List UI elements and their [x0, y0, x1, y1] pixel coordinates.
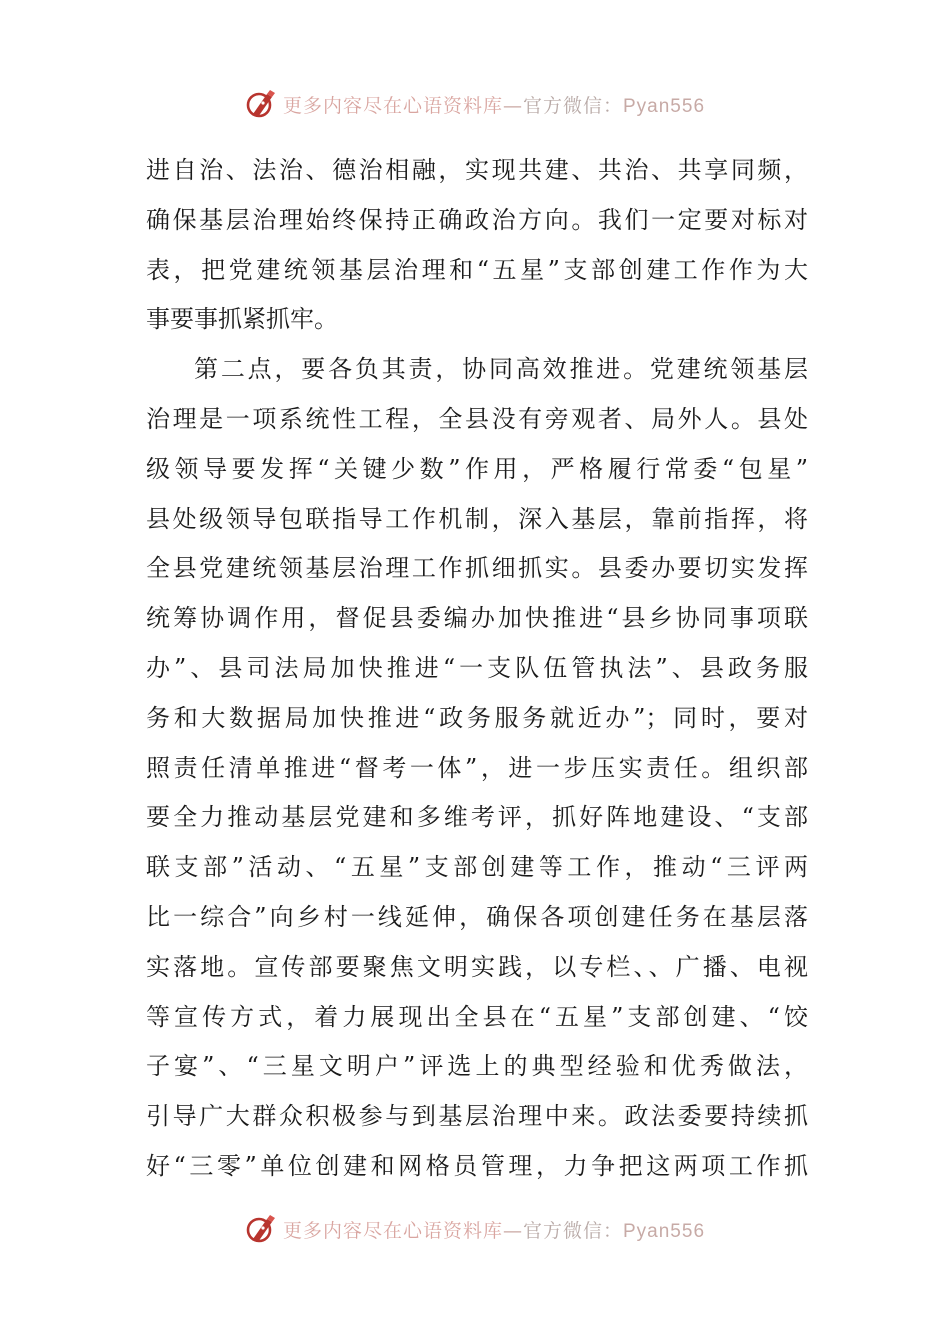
text-line: 要全力推动基层党建和多维考评，抓好阵地建设、“支部: [146, 803, 808, 832]
text-line: 级领导要发挥“关键少数”作用，严格履行常委“包星”: [146, 454, 808, 483]
text-line: 等宣传方式，着力展现出全县在“五星”支部创建、“饺: [146, 1002, 808, 1031]
header-watermark-banner: [0, 84, 950, 124]
text-line: 第二点，要各负其责，协同高效推进。党建统领基层: [194, 355, 808, 384]
document-body: [146, 146, 808, 1192]
text-line: 县处级领导包联指导工作机制，深入基层，靠前指挥，将: [146, 504, 808, 533]
footer-watermark-banner: [0, 1209, 950, 1249]
text-line: 进自治、法治、德治相融，实现共建、共治、共享同频，: [146, 156, 808, 184]
text-line: 事要事抓紧抓牢。: [146, 305, 338, 334]
banner-wechat-label: 官方微信：: [522, 94, 623, 117]
banner-dash: —: [502, 94, 523, 117]
pen-logo-icon: [245, 88, 277, 120]
text-line: 务和大数据局加快推进“政务服务就近办”；同时，要对: [146, 703, 808, 732]
text-line: 实落地。宣传部要聚焦文明实践，以专栏、、广播、电视: [146, 952, 808, 981]
text-line: 治理是一项系统性工程，全县没有旁观者、局外人。县处: [146, 404, 808, 433]
banner-wechat-id: Pyan556: [623, 95, 706, 117]
banner-library-text: 更多内容尽在心语资料库: [282, 1219, 503, 1242]
text-line: 联支部”活动、“五星”支部创建等工作，推动“三评两: [146, 853, 808, 882]
banner-dash: —: [502, 1219, 523, 1242]
text-line: 好“三零”单位创建和网格员管理，力争把这两项工作抓: [146, 1151, 808, 1180]
text-line: 确保基层治理始终保持正确政治方向。我们一定要对标对: [146, 205, 808, 234]
text-line: 统筹协调作用，督促县委编办加快推进“县乡协同事项联: [146, 604, 808, 633]
banner-text: [283, 1216, 705, 1243]
text-line: 比一综合”向乡村一线延伸，确保各项创建任务在基层落: [146, 902, 808, 931]
pen-logo-icon: [245, 1213, 277, 1245]
banner-text: [283, 91, 705, 118]
banner-library-text: 更多内容尽在心语资料库: [282, 94, 503, 117]
text-line: 子宴”、“三星文明户”评选上的典型经验和优秀做法，: [146, 1052, 808, 1081]
text-line: 办”、县司法局加快推进“一支队伍管执法”、县政务服: [146, 653, 808, 682]
banner-wechat-id: Pyan556: [623, 1220, 706, 1242]
text-line: 引导广大群众积极参与到基层治理中来。政法委要持续抓: [146, 1102, 808, 1131]
text-line: 表，把党建统领基层治理和“五星”支部创建工作作为大: [146, 255, 808, 284]
text-line: 全县党建统领基层治理工作抓细抓实。县委办要切实发挥: [146, 554, 808, 583]
text-line: 照责任清单推进“督考一体”，进一步压实责任。组织部: [146, 753, 808, 782]
banner-wechat-label: 官方微信：: [522, 1219, 623, 1242]
